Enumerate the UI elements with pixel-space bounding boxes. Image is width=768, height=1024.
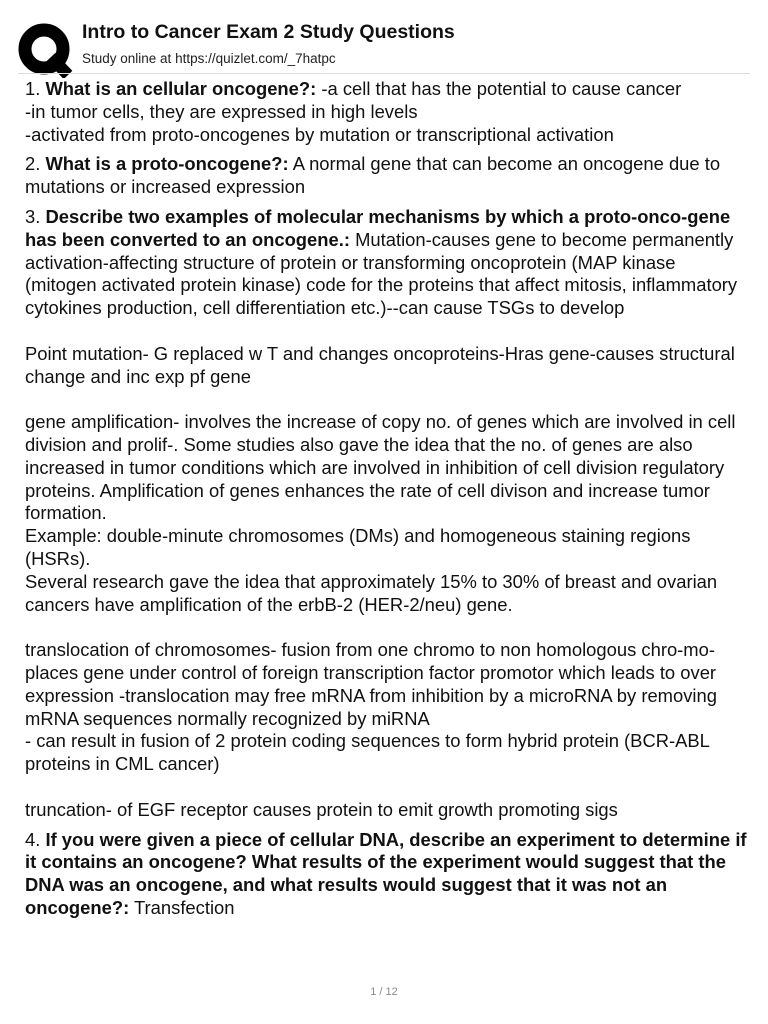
question-text: Describe two examples of molecular mechanisms by which a proto-onco-gene has been converted to an oncogene.:	[25, 205, 731, 250]
question-number: 2.	[25, 153, 46, 175]
answer-text: -in tumor cells, they are expressed in high levels	[25, 100, 418, 122]
answer-paragraph: - can result in fusion of 2 protein coding sequences to form hybrid protein (BCR-ABL proteins in CML cancer)	[25, 730, 710, 775]
answer-paragraph: Example: double-minute chromosomes (DMs) and homogeneous staining regions (HSRs).	[25, 525, 691, 569]
study-questions	[25, 78, 747, 927]
answer-paragraph: Several research gave the idea that approximately 15% to 30% of breast and ovarian cancers have amplification of the erbB-2 (HER-2/neu) gene.	[25, 570, 718, 615]
question-text: What is an cellular oncogene?:	[45, 78, 317, 99]
study-online-link[interactable]: Study online at https://quizlet.com/_7hatpc	[82, 51, 336, 66]
question-number: 3.	[25, 205, 46, 227]
question-number: 1.	[25, 78, 46, 99]
header-divider	[18, 73, 750, 74]
answer-text: Mutation-causes gene to become permanently activation-affecting structure of protein or transforming oncoprotein (MAP kinase (mitogen activated protein kinase) code for the proteins that affect mitosis, inflammatory cytokines production, cell differentiation etc.)--can cause TSGs to develop	[25, 228, 738, 319]
question-number: 4.	[25, 828, 46, 850]
answer-paragraph: translocation of chromosomes- fusion from one chromo to non homologous chro-mo-places gene under control of foreign transcription factor promotor which leads to over expression -translocation may free mRNA from inhibition by a microRNA by removing mRNA sequences normally recognized by miRNA	[25, 639, 717, 729]
answer-text: -activated from proto-oncogenes by mutation or transcriptional activation	[25, 123, 614, 145]
answer-text: Transfection	[129, 896, 235, 918]
answer-text: A normal gene that can become an oncogene due to mutations or increased expression	[25, 153, 721, 198]
page-header	[0, 0, 768, 74]
question-3	[25, 206, 747, 822]
question-text: What is a proto-oncogene?:	[45, 153, 289, 175]
question-text: If you were given a piece of cellular DNA, describe an experiment to determine if it contains an oncogene? What results of the experiment would suggest that the DNA was an oncogene, and what results would suggest that it was not an oncogene?:	[25, 828, 747, 918]
question-2	[25, 153, 747, 199]
answer-paragraph: gene amplification- involves the increase of copy no. of genes which are involved in cell division and prolif-. Some studies also gave the idea that the no. of genes are also increased in tumor conditions which are involved in inhibition of cell division regulatory proteins. Amplification of genes enhances the rate of cell divison and increase tumor formation.	[25, 411, 736, 524]
question-1	[25, 78, 747, 146]
answer-text: -a cell that has the potential to cause cancer	[316, 78, 682, 99]
answer-paragraph: truncation- of EGF receptor causes protein to emit growth promoting sigs	[25, 798, 618, 820]
answer-paragraph: Point mutation- G replaced w T and changes oncoproteins-Hras gene-causes structural change and inc exp pf gene	[25, 342, 735, 387]
page-indicator: 1 / 12	[370, 986, 398, 998]
quizlet-logo-icon	[18, 22, 74, 78]
question-4	[25, 829, 747, 920]
document-title: Intro to Cancer Exam 2 Study Questions	[82, 21, 455, 43]
